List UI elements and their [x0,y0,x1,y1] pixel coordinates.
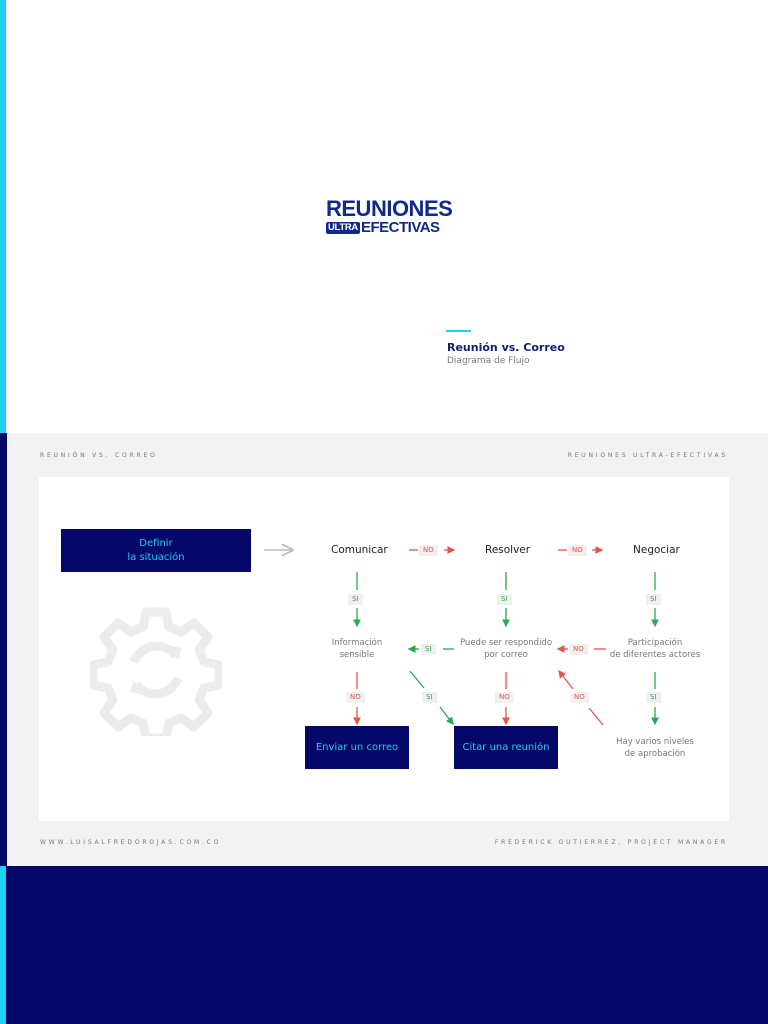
note-puede-ser-respondido [455,637,557,661]
label-si: SI [646,692,661,703]
start-box-definir [61,529,251,572]
note-participacion [605,637,705,661]
note-line: Información [331,638,383,648]
closing-slide [0,866,768,1024]
label-no: NO [570,692,589,703]
note-line: Hay varios niveles [616,737,694,747]
label-no: NO [569,644,588,655]
note-informacion-sensible [317,637,397,661]
node-negociar: Negociar [633,544,680,556]
outcome-enviar-correo [305,726,409,769]
logo-line1: REUNIONES [326,196,453,221]
label-si: SI [421,644,436,655]
title-divider [446,330,471,332]
outcome-citar-reunion [454,726,558,769]
label-no: NO [568,545,587,556]
outcome-correo-text: Enviar un correo [315,741,399,753]
label-no: NO [495,692,514,703]
header-right: REUNIONES ULTRA-EFECTIVAS [567,452,728,459]
title-slide [0,0,768,433]
footer-right: FREDERICK GUTIERREZ, PROJECT MANAGER [494,839,728,846]
note-line: de diferentes actores [609,650,701,660]
note-line: Puede ser respondido [459,638,553,648]
logo-line2: EFECTIVAS [360,219,440,236]
label-si: SI [497,594,512,605]
note-line: sensible [339,650,375,660]
note-varios-niveles [605,736,705,760]
logo-line2-row [326,220,444,235]
slide-title: Reunión vs. Correo [447,341,565,354]
note-line: por correo [484,650,528,660]
label-no: NO [419,545,438,556]
start-box-text [127,537,184,565]
accent-bar [0,0,6,433]
footer-left: WWW.LUISALFREDOROJAS.COM.CO [40,839,222,846]
logo-badge: ULTRA [328,221,358,233]
note-line: de aprobación [624,749,686,759]
start-box-line1: Definir [139,537,173,549]
reuniones-logo [326,196,453,236]
outcome-reunion-text: Citar una reunión [462,741,550,753]
accent-bar [0,866,6,1024]
header-left: REUNIÓN VS. CORREO [40,452,158,459]
side-bar [0,433,7,866]
gear-refresh-icon [90,604,222,736]
note-line: Participación [627,638,683,648]
slide-subtitle: Diagrama de Flujo [447,356,530,366]
label-si: SI [646,594,661,605]
label-no: NO [346,692,365,703]
start-box-line2: la situación [127,551,185,563]
label-si: SI [348,594,363,605]
node-comunicar: Comunicar [331,544,388,556]
label-si: SI [422,692,437,703]
node-resolver: Resolver [485,544,531,556]
